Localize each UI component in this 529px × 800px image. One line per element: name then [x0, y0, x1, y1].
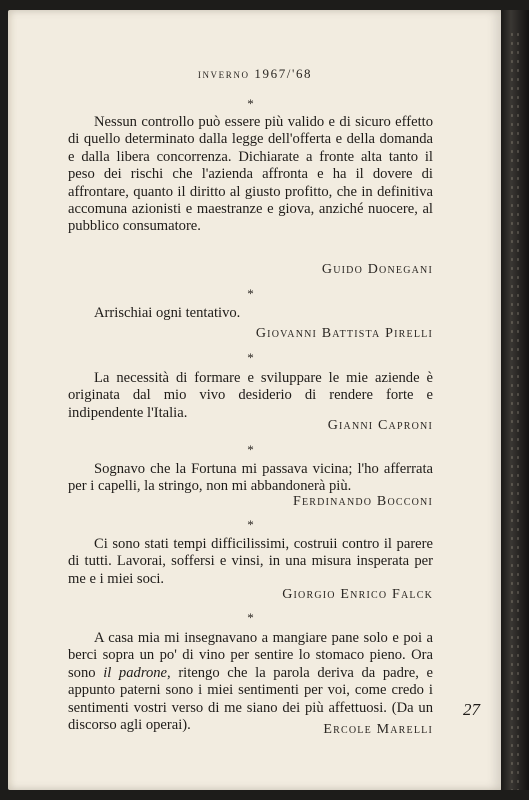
separator-asterisk: * — [247, 517, 254, 532]
quote-text: Ci sono stati tempi difficilissimi, costruii contro il parere di tutti. Lavorai, soffersi e vinsi, in una misura insperata per me e i miei soci. — [68, 536, 433, 587]
running-header: inverno 1967/'68 — [197, 66, 313, 81]
quote-text: Sognavo che la Fortuna mi passava vicina; l'ho afferrata per i capelli, la stringo, non mi abbandonerà più. — [68, 461, 433, 495]
quote-text: La necessità di formare e sviluppare le mie aziende è originata dal mio vivo desiderio di rendere forte e indipendente l'Italia. — [68, 370, 433, 421]
separator-asterisk: * — [247, 286, 254, 301]
quote-author: Ferdinando Bocconi — [293, 494, 433, 509]
quote-text-emphasis: il padrone — [103, 664, 168, 681]
quote-author: Guido Donegani — [321, 262, 433, 277]
quote-author: Gianni Caproni — [327, 418, 433, 433]
quote-author: Giovanni Battista Pirelli — [255, 326, 433, 341]
quote-author: Ercole Marelli — [323, 722, 433, 737]
separator-asterisk: * — [247, 96, 254, 111]
page-number: 27 — [463, 700, 480, 719]
quote-text-before: A casa mia mi insegnavano a mangiare pane solo e poi a berci sopra un po' di vino per sentire lo stomaco pieno. Ora sono — [68, 630, 433, 681]
quote-text — [68, 630, 433, 734]
book-spine — [501, 10, 529, 790]
separator-asterisk: * — [247, 442, 254, 457]
quote-text-after: , ritengo che la parola deriva da padre, e appunto paterni sono i miei sentimenti per voi, come credo i sentimenti vostri verso di me siano dei più affettuosi. (Da un discorso agli operai). — [68, 664, 434, 734]
quote-text: Nessun controllo può essere più valido e di sicuro effetto di quello determinato dalla legge dell'offerta e della domanda e dalla libera concorrenza. Dichiarate a fronte alta tanto il peso dei rischi che l'azienda affronta e ha il dovere di affrontare, quanto il diritto al giusto profitto, che in definitiva accomuna azionisti e maestranze e giova, anziché nuocere, al pubblico consumatore. — [68, 114, 433, 235]
quote-author: Giorgio Enrico Falck — [282, 587, 433, 602]
separator-asterisk: * — [247, 610, 254, 625]
book-page — [8, 10, 502, 790]
separator-asterisk: * — [247, 350, 254, 365]
quote-text: Arrischiai ogni tentativo. — [94, 305, 241, 321]
